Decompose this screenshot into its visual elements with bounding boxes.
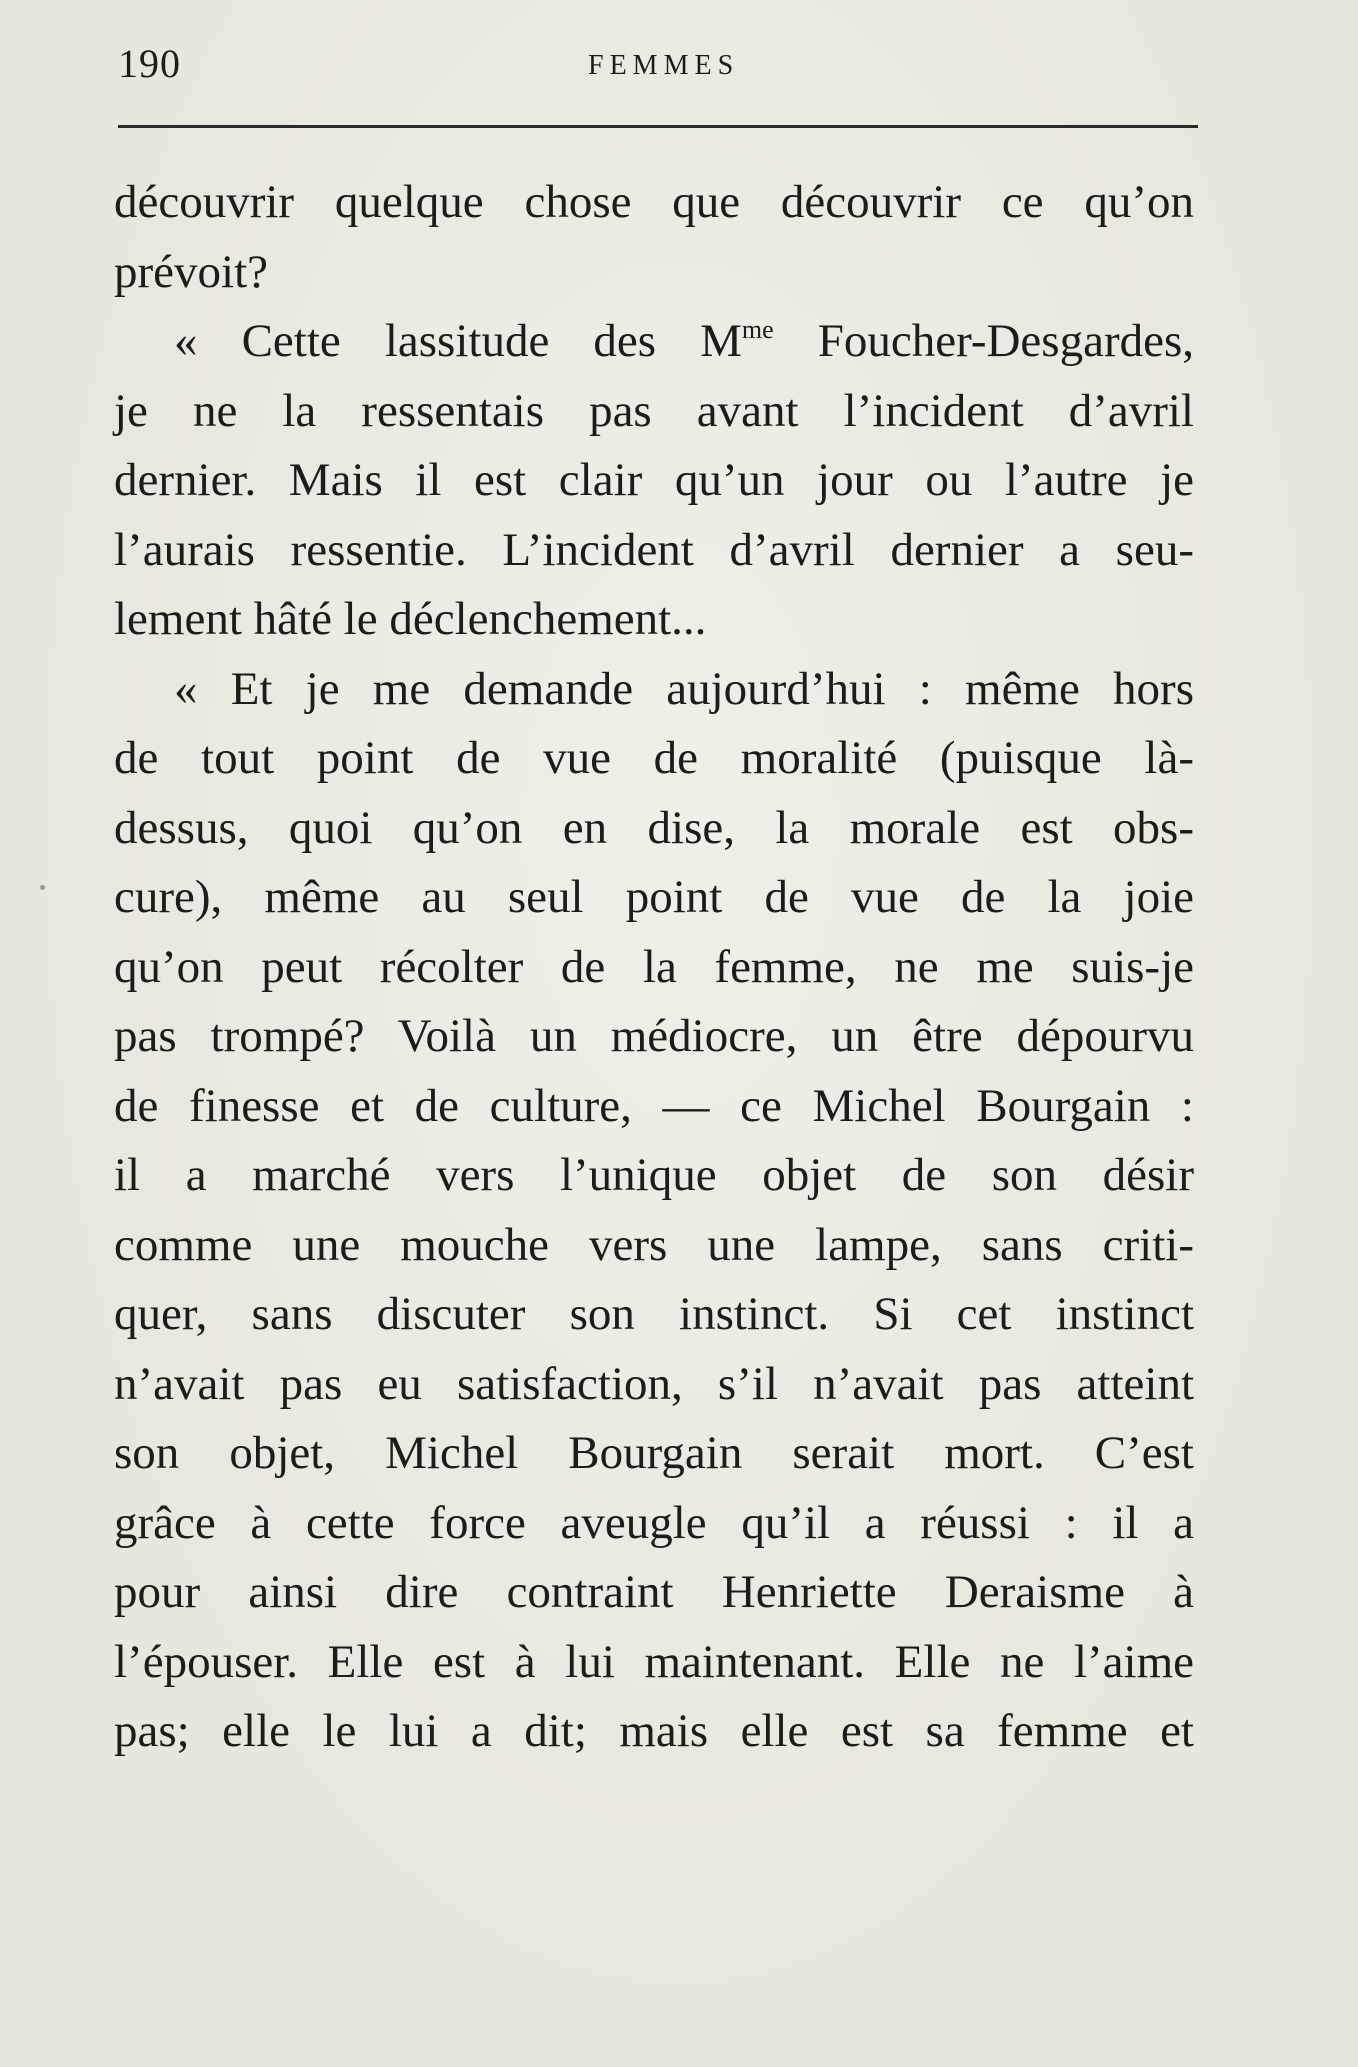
text-line: son objet, Michel Bourgain serait mort. C’est (114, 1427, 1194, 1479)
text-line: cure), même au seul point de vue de la joie (114, 871, 1194, 923)
text-line: de tout point de vue de moralité (puisque là- (114, 732, 1194, 784)
text-line-start: « Cette lassitude des M (174, 315, 742, 367)
text-line: de finesse et de culture, — ce Michel Bourgain : (114, 1079, 1194, 1132)
text-line: dessus, quoi qu’on en dise, la morale est obs- (114, 801, 1194, 854)
text-line: pas trompé? Voilà un médiocre, un être dépourvu (114, 1010, 1194, 1062)
text-line: l’aurais ressentie. L’incident d’avril dernier a seu- (114, 523, 1194, 576)
running-head (118, 40, 1198, 92)
text-line: comme une mouche vers une lampe, sans criti- (114, 1218, 1194, 1271)
text-line: l’épouser. Elle est à lui maintenant. Elle ne l’aime (114, 1635, 1194, 1688)
margin-speck (40, 885, 45, 890)
text-line: prévoit? (114, 245, 268, 298)
text-line: pour ainsi dire contraint Henriette Deraisme à (114, 1566, 1194, 1618)
text-line: je ne la ressentais pas avant l’incident d’avril (114, 384, 1194, 437)
header-rule (118, 125, 1198, 128)
text-line-end: Foucher-Desgardes, (773, 315, 1194, 367)
text-line: quer, sans discuter son instinct. Si cet instinct (114, 1288, 1194, 1340)
abbreviation-superscript: me (741, 315, 774, 344)
text-line: grâce à cette force aveugle qu’il a réussi : il a (114, 1496, 1194, 1549)
text-line: n’avait pas eu satisfaction, s’il n’avait pas atteint (114, 1357, 1194, 1410)
text-line (114, 307, 1194, 377)
running-title: FEMMES (588, 50, 740, 81)
page-number: 190 (118, 41, 181, 86)
text-line: dernier. Mais il est clair qu’un jour ou l’autre je (114, 454, 1194, 506)
text-line: découvrir quelque chose que découvrir ce qu’on (114, 176, 1194, 228)
text-line: lement hâté le déclenchement... (114, 593, 707, 645)
text-line: qu’on peut récolter de la femme, ne me suis-je (114, 940, 1194, 993)
text-line: il a marché vers l’unique objet de son désir (114, 1149, 1194, 1201)
text-line: pas; elle le lui a dit; mais elle est sa femme et (114, 1705, 1194, 1757)
body-text (114, 168, 1194, 1767)
text-line: « Et je me demande aujourd’hui : même hors (174, 662, 1194, 715)
